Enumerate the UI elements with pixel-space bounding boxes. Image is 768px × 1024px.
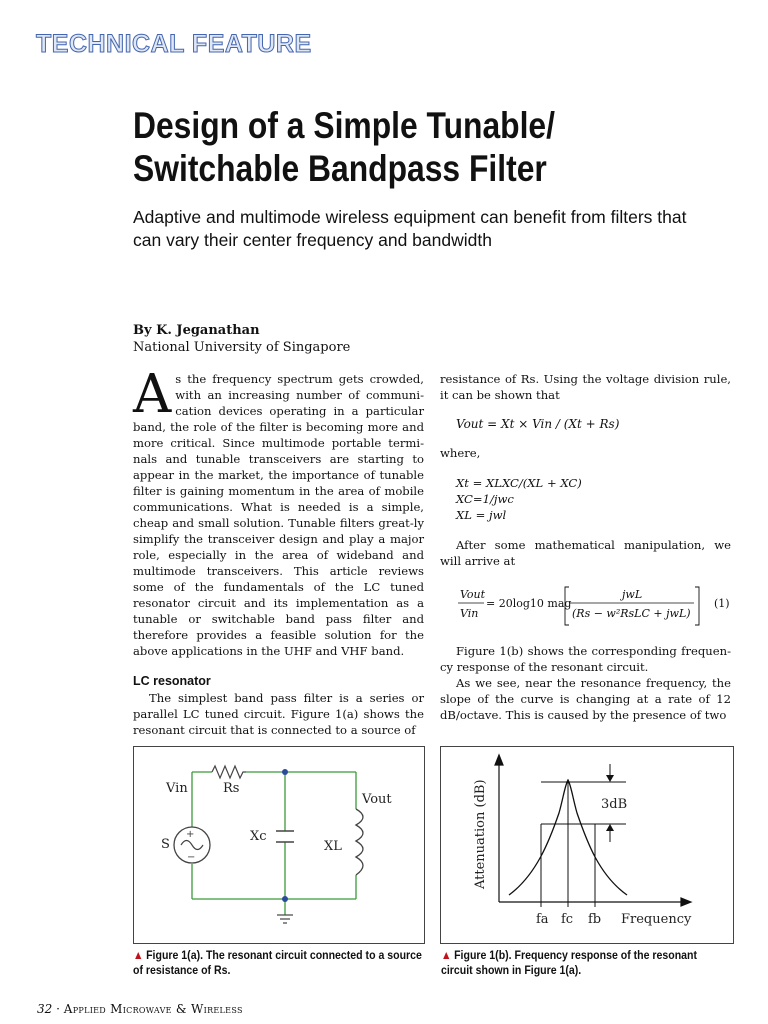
resistor-rs-symbol	[212, 766, 246, 778]
left-column	[133, 364, 424, 738]
equation-xt: Xt = XLXC/(XL + XC)	[456, 476, 582, 490]
caption-triangle-icon: ▲	[441, 948, 452, 962]
right-paragraph-3: Figure 1(b) shows the corresponding frequen-cy response of the resonant circuit.	[440, 644, 731, 674]
author-name: By K. Jeganathan	[133, 323, 260, 338]
tick-fc: fc	[561, 912, 574, 927]
node-top	[282, 769, 288, 775]
label-vout: Vout	[362, 792, 392, 807]
section-kicker: TECHNICAL FEATURE	[36, 30, 312, 58]
y-axis-label: Attenuation (dB)	[473, 779, 488, 889]
author-affiliation: National University of Singapore	[133, 340, 351, 355]
where-text: where,	[440, 446, 481, 460]
node-bottom	[282, 896, 288, 902]
frequency-response-plot	[441, 747, 733, 943]
svg-text:−: −	[187, 852, 196, 863]
label-s: S	[161, 837, 170, 852]
tick-fa: fa	[536, 912, 549, 927]
intro-text: s the frequency spectrum gets crowded, with an increasing number of communi-cation devices operating in a particular band, the role of the filter is becoming more and more critical. Since multimode portable termi-nals and tunable transceivers are starting to appear in the market, the importance of tunable filter is gaining momentum in the area of mobile communications. What is needed is a simple, cheap and small solution. Tunable filters great-ly simplify the transceiver design and play a major role, especially in the area of wideband and multimode transceivers. This article reviews some of the fundamentals of the LC tuned resonator circuit and its implementation as a tunable or switchable band pass filter and therefore provides a feasible solution for the above applications in the UHF and VHF band.	[133, 372, 424, 658]
right-paragraph-4: As we see, near the resonance frequency, the slope of the curve is changing at a rate of 12 dB/octave. This is caused by the presence of two	[440, 676, 731, 722]
figure-1a	[133, 746, 425, 944]
caption-a-text: Figure 1(a). The resonant circuit connected to a source of resistance of Rs.	[133, 948, 422, 977]
equation-vout: Vout = Xt × Vin / (Xt + Rs)	[456, 417, 620, 431]
inductor-xl-symbol	[356, 809, 363, 875]
right-paragraph-1: resistance of Rs. Using the voltage division rule, it can be shown that	[440, 372, 731, 402]
plot-axes	[495, 755, 691, 906]
eq1-rhs-den: (Rs − w²RsLC + jwL)	[572, 607, 691, 620]
eq1-lhs-num: Vout	[460, 588, 486, 601]
label-rs: Rs	[223, 781, 240, 796]
right-column	[440, 371, 731, 723]
label-xl: XL	[324, 839, 342, 854]
eq1-rhs-num: jwL	[622, 588, 643, 601]
page-footer	[37, 1002, 243, 1016]
publication-name: Applied Microwave & Wireless	[63, 1002, 243, 1016]
caption-b-text: Figure 1(b). Frequency response of the resonant circuit shown in Figure 1(a).	[441, 948, 698, 977]
eq1-lhs-den: Vin	[460, 607, 479, 620]
equation-xc: XC=1/jwc	[456, 492, 514, 506]
label-vin: Vin	[166, 781, 188, 796]
page-number: 32	[37, 1002, 53, 1016]
figure-1b	[440, 746, 734, 944]
source-s-symbol	[174, 827, 210, 863]
equation-group	[456, 475, 731, 523]
drop-cap: A	[133, 364, 172, 425]
x-axis-label: Frequency	[621, 912, 692, 927]
ground-symbol	[277, 915, 293, 923]
article-title: Design of a Simple Tunable/ Switchable Bandpass Filter	[133, 105, 555, 189]
eq1-middle: = 20log10 mag	[486, 597, 572, 610]
intro-paragraph	[133, 364, 424, 659]
lc-paragraph: The simplest band pass filter is a series or parallel LC tuned circuit. Figure 1(a) shows the resonant circuit that is connected to a source of	[133, 691, 424, 737]
figure-1a-caption	[133, 948, 423, 978]
caption-triangle-icon: ▲	[133, 948, 144, 962]
svg-text:+: +	[186, 829, 195, 840]
figure-1b-caption	[441, 948, 731, 978]
label-3db: 3dB	[601, 797, 628, 812]
tick-fb: fb	[588, 912, 602, 927]
equation-1	[440, 581, 731, 631]
equation-1-graphic	[440, 581, 731, 631]
byline	[133, 322, 350, 356]
resonant-circuit-schematic	[134, 747, 424, 943]
section-heading-lc-resonator: LC resonator	[133, 674, 211, 688]
right-paragraph-2: After some mathematical manipulation, we will arrive at	[440, 538, 731, 568]
capacitor-xc-symbol	[276, 831, 294, 842]
footer-separator: ·	[56, 1002, 64, 1016]
equation-xl: XL = jwl	[456, 508, 507, 522]
article-subtitle: Adaptive and multimode wireless equipment can benefit from filters that can vary their center frequency and bandwidth	[133, 207, 687, 250]
label-xc: Xc	[250, 829, 267, 844]
eq1-number: (1)	[714, 597, 730, 610]
